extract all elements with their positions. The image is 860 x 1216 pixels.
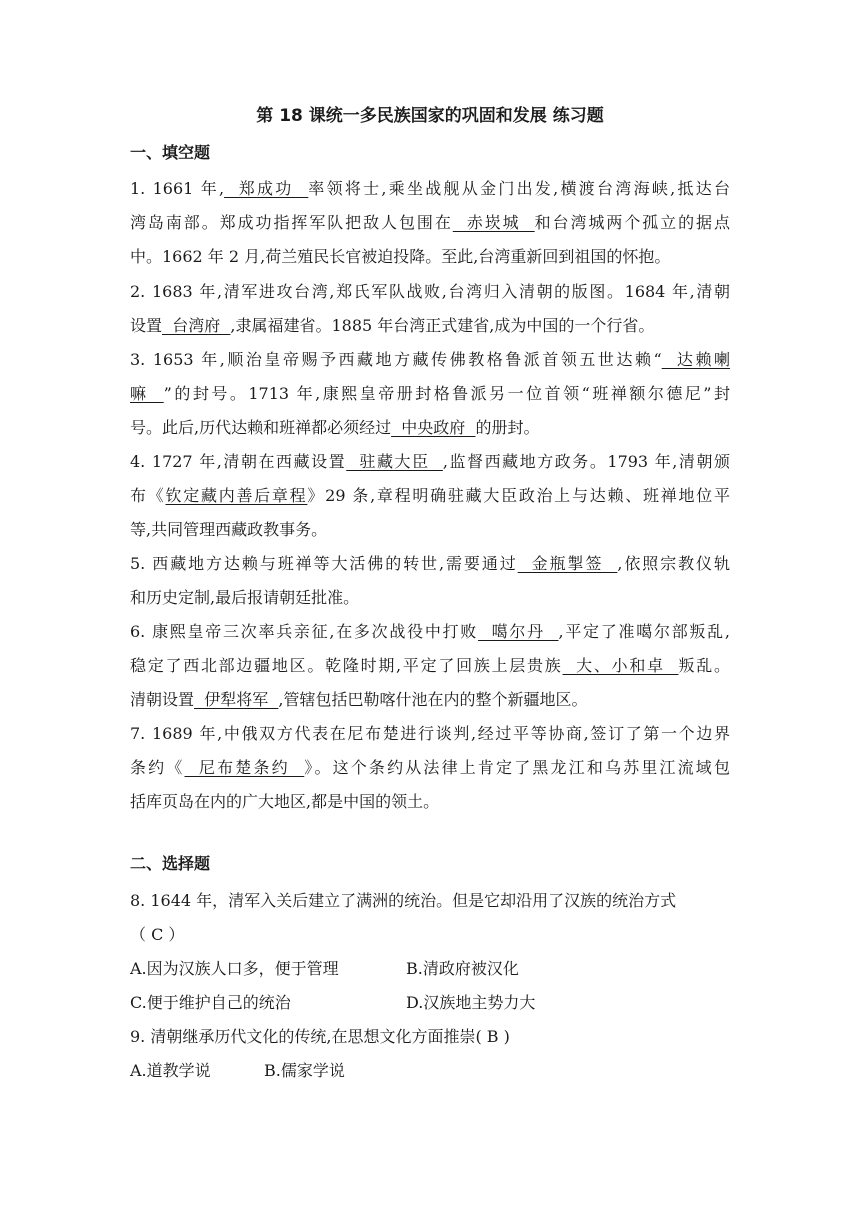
question-4-line-3: 等,共同管理西藏政教事务。 <box>130 520 328 539</box>
question-8-option-b: B.清政府被汉化 <box>406 959 519 978</box>
section-heading-fill-blank: 一、填空题 <box>130 143 211 162</box>
question-7-line-2: 条约《 尼布楚条约 》。这个条约从法律上肯定了黑龙江和乌苏里江流域包 <box>130 758 730 777</box>
answer-blank: 台湾府 <box>162 316 231 335</box>
answer-blank: 赤崁城 <box>452 213 535 232</box>
answer-blank: 大、小和卓 <box>562 656 679 675</box>
question-4-line-1: 4. 1727 年,清朝在西藏设置 驻藏大臣 ,监督西藏地方政务。1793 年,清朝颁 <box>130 452 730 471</box>
question-8-option-a: A.因为汉族人口多，便于管理 <box>130 959 339 978</box>
question-8-answer: （ C ） <box>130 925 185 944</box>
question-9-option-b: B.儒家学说 <box>264 1061 345 1080</box>
question-3-line-2: 嘛 ”的封号。1713 年,康熙皇帝册封格鲁派另一位首领“班禅额尔德尼”封 <box>130 384 730 403</box>
question-8-stem: 8. 1644 年，清军入关后建立了满洲的统治。但是它却沿用了汉族的统治方式 <box>130 891 677 910</box>
question-6-line-3: 清朝设置 伊犁将军 ,管辖包括巴勒喀什池在内的整个新疆地区。 <box>130 690 588 709</box>
question-9-stem: 9. 清朝继承历代文化的传统,在思想文化方面推崇( B ) <box>130 1027 510 1046</box>
question-9-option-a: A.道教学说 <box>130 1061 211 1080</box>
answer-blank: 中央政府 <box>391 418 476 437</box>
answer-blank: 尼布楚条约 <box>184 758 305 777</box>
question-3-line-3: 号。此后,历代达赖和班禅都必须经过 中央政府 的册封。 <box>130 418 540 437</box>
question-6-line-1: 6. 康熙皇帝三次率兵亲征,在多次战役中打败 噶尔丹 ,平定了准噶尔部叛乱, <box>130 622 730 641</box>
question-3-line-1: 3. 1653 年,顺治皇帝赐予西藏地方藏传佛教格鲁派首领五世达赖“ 达赖喇 <box>130 350 730 369</box>
answer-blank: 驻藏大臣 <box>346 452 443 471</box>
answer-blank: 达赖喇 <box>661 350 730 369</box>
question-1-line-3: 中。1662 年 2 月,荷兰殖民长官被迫投降。至此,台湾重新回到祖国的怀抱。 <box>130 247 671 266</box>
question-8-option-d: D.汉族地主势力大 <box>406 993 536 1012</box>
question-5-line-2: 和历史定制,最后报请朝廷批准。 <box>130 588 360 607</box>
question-7-line-1: 7. 1689 年,中俄双方代表在尼布楚进行谈判,经过平等协商,签订了第一个边界 <box>130 724 730 743</box>
question-6-line-2: 稳定了西北部边疆地区。乾隆时期,平定了回族上层贵族 大、小和卓 叛乱。 <box>130 656 730 675</box>
answer-blank: 郑成功 <box>224 179 309 198</box>
question-7-line-3: 括库页岛在内的广大地区,都是中国的领土。 <box>130 792 440 811</box>
answer-blank: 钦定藏内善后章程 <box>165 486 308 505</box>
answer-blank: 噶尔丹 <box>478 622 559 641</box>
answer-blank: 嘛 <box>130 384 164 403</box>
question-8-option-c: C.便于维护自己的统治 <box>130 993 291 1012</box>
question-4-line-2: 布《钦定藏内善后章程》29 条,章程明确驻藏大臣政治上与达赖、班禅地位平 <box>130 486 730 505</box>
question-5-line-1: 5. 西藏地方达赖与班禅等大活佛的转世,需要通过 金瓶掣签 ,依照宗教仪轨 <box>130 554 730 573</box>
question-1-line-2: 湾岛南部。郑成功指挥军队把敌人包围在 赤崁城 和台湾城两个孤立的据点 <box>130 213 730 232</box>
page-title: 第 18 课统一多民族国家的巩固和发展 练习题 <box>256 106 604 126</box>
answer-blank: 伊犁将军 <box>194 690 279 709</box>
question-1-line-1: 1. 1661 年, 郑成功 率领将士,乘坐战舰从金门出发,横渡台湾海峡,抵达台 <box>130 179 730 198</box>
question-2-line-1: 2. 1683 年,清军进攻台湾,郑氏军队战败,台湾归入清朝的版图。1684 年,清朝 <box>130 282 730 301</box>
question-2-line-2: 设置 台湾府 ,隶属福建省。1885 年台湾正式建省,成为中国的一个行省。 <box>130 316 655 335</box>
answer-blank: 金瓶掣签 <box>517 554 618 573</box>
section-heading-multiple-choice: 二、选择题 <box>130 854 211 873</box>
